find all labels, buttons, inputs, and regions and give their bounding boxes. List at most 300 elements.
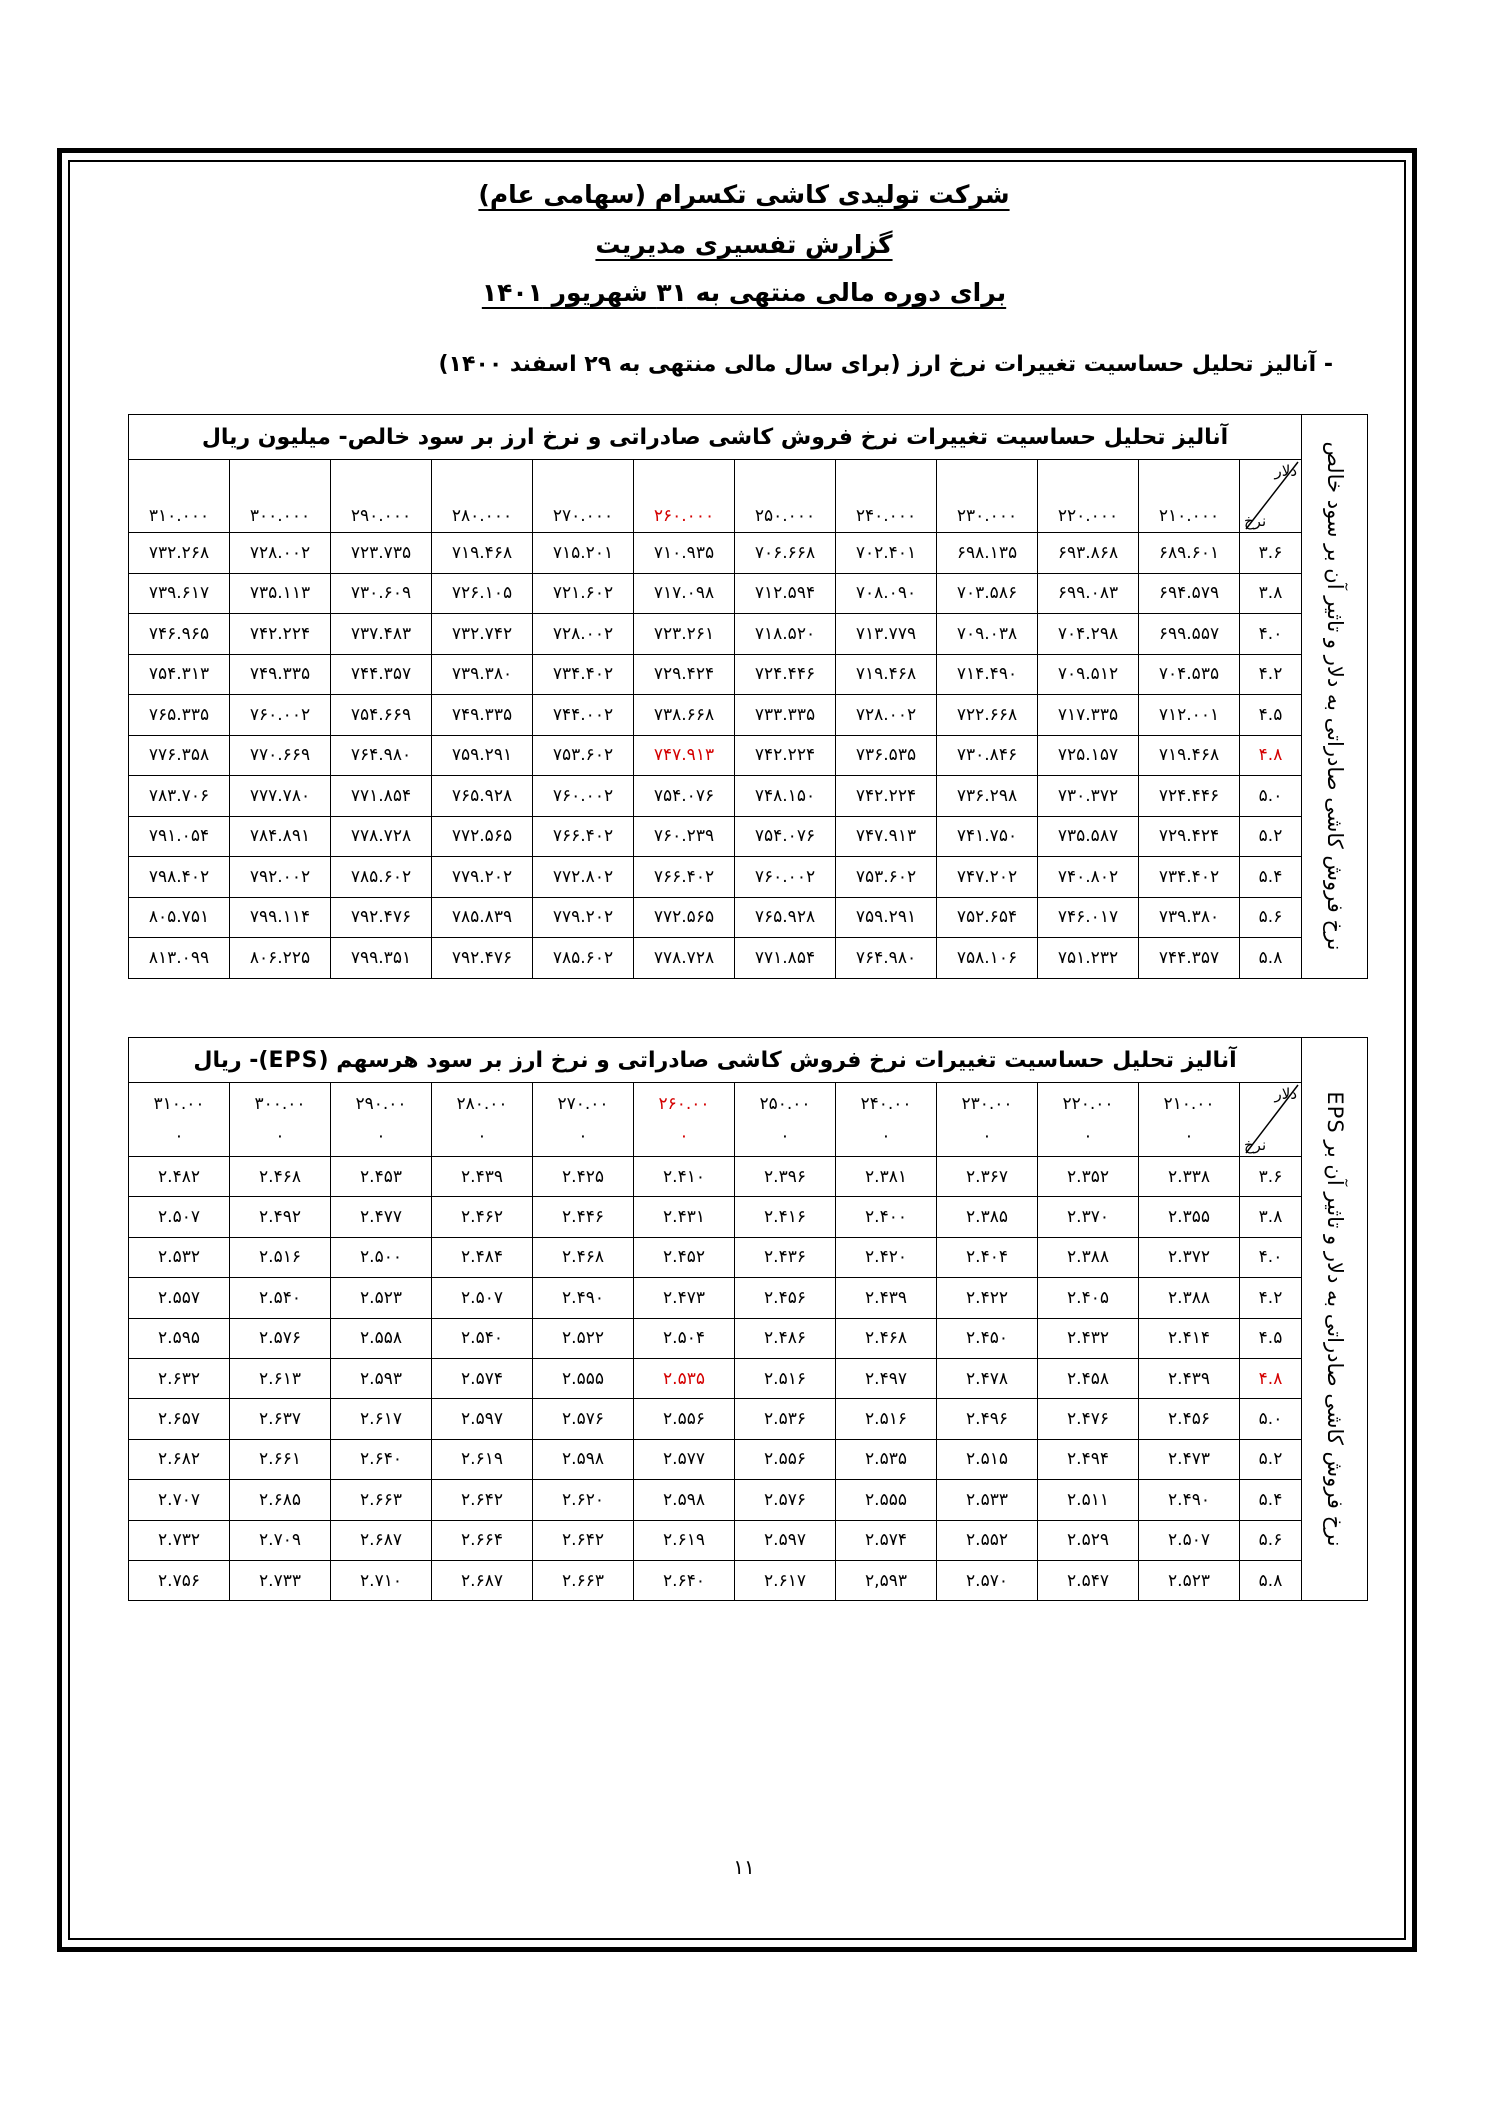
value-cell: ۷۵۳.۶۰۲	[836, 857, 937, 898]
value-cell: ۷۱۰.۹۳۵	[634, 533, 735, 574]
value-cell: ۷۳۹.۳۸۰	[1139, 897, 1240, 938]
column-header-tail: ۰	[578, 1125, 588, 1146]
value-cell: ۲.۵۱۶	[230, 1237, 331, 1277]
value-cell: ۷۱۹.۴۶۸	[836, 654, 937, 695]
value-cell: ۲.۶۱۷	[331, 1399, 432, 1439]
value-cell: ۲.۶۳۲	[129, 1358, 230, 1398]
value-cell: ۲.۵۵۸	[331, 1318, 432, 1358]
value-cell: ۲.۴۷۶	[1038, 1399, 1139, 1439]
value-cell: ۲.۶۶۱	[230, 1439, 331, 1479]
table-row	[129, 735, 1368, 776]
table-row	[129, 1197, 1368, 1237]
value-cell: ۷۴۷.۹۱۳	[836, 816, 937, 857]
value-cell: ۶۹۸.۱۳۵	[937, 533, 1038, 574]
value-cell: ۲.۴۵۶	[1139, 1399, 1240, 1439]
value-cell: ۲.۶۵۷	[129, 1399, 230, 1439]
side-label	[1302, 415, 1368, 979]
value-cell: ۲.۴۹۲	[230, 1197, 331, 1237]
column-header-value: ۲۳۰.۰۰	[961, 1093, 1013, 1114]
value-cell: ۷۳۷.۴۸۳	[331, 614, 432, 655]
page-number: ۱۱	[733, 1855, 755, 1879]
value-cell: ۲.۴۲۲	[937, 1278, 1038, 1318]
value-cell: ۲.۴۰۰	[836, 1197, 937, 1237]
value-cell: ۲.۶۱۹	[432, 1439, 533, 1479]
value-cell: ۲.۳۸۱	[836, 1157, 937, 1197]
value-cell: ۷۱۲.۰۰۱	[1139, 695, 1240, 736]
corner-label-bottom: نرخ	[1244, 1136, 1267, 1154]
value-cell: ۲.۷۳۲	[129, 1520, 230, 1560]
value-cell: ۷۴۴.۳۵۷	[331, 654, 432, 695]
column-header	[735, 1083, 836, 1157]
column-header: ۲۴۰.۰۰۰	[836, 460, 937, 533]
value-cell: ۷۲۹.۴۲۴	[1139, 816, 1240, 857]
value-cell: ۷۳۵.۱۱۳	[230, 573, 331, 614]
table-row	[129, 1237, 1368, 1277]
value-cell: ۷۳۶.۵۳۵	[836, 735, 937, 776]
corner-label-bottom: نرخ	[1244, 512, 1267, 530]
table-row	[129, 1480, 1368, 1520]
value-cell: ۲.۴۹۷	[836, 1358, 937, 1398]
value-cell: ۶۹۹.۵۵۷	[1139, 614, 1240, 655]
value-cell: ۲.۵۷۶	[533, 1399, 634, 1439]
value-cell: ۲.۳۵۲	[1038, 1157, 1139, 1197]
value-cell: ۲.۵۹۷	[735, 1520, 836, 1560]
value-cell: ۲.۵۷۰	[937, 1560, 1038, 1600]
column-header-value: ۲۹۰.۰۰	[355, 1093, 407, 1114]
value-cell: ۲.۵۰۷	[129, 1197, 230, 1237]
value-cell: ۷۰۴.۲۹۸	[1038, 614, 1139, 655]
value-cell: ۷۲۵.۱۵۷	[1038, 735, 1139, 776]
value-cell: ۷۷۹.۲۰۲	[432, 857, 533, 898]
value-cell: ۷۷۲.۵۶۵	[634, 897, 735, 938]
corner-cell	[1240, 460, 1302, 533]
value-cell: ۲.۴۹۴	[1038, 1439, 1139, 1479]
value-cell: ۷۲۳.۷۳۵	[331, 533, 432, 574]
table-row	[129, 573, 1368, 614]
value-cell: ۲.۵۱۶	[836, 1399, 937, 1439]
column-header-value: ۲۲۰.۰۰	[1062, 1093, 1114, 1114]
value-cell: ۲.۵۹۳	[331, 1358, 432, 1398]
value-cell: ۷۷۷.۷۸۰	[230, 776, 331, 817]
value-cell: ۷۲۶.۱۰۵	[432, 573, 533, 614]
value-cell: ۲.۶۶۳	[533, 1560, 634, 1600]
value-cell: ۸۱۳.۰۹۹	[129, 938, 230, 979]
value-cell: ۲.۵۰۰	[331, 1237, 432, 1277]
table-row	[129, 776, 1368, 817]
column-header-tail: ۰	[1083, 1125, 1093, 1146]
value-cell: ۲.۴۱۴	[1139, 1318, 1240, 1358]
value-cell: ۷۰۸.۰۹۰	[836, 573, 937, 614]
table-row	[129, 1157, 1368, 1197]
value-cell: ۲.۷۳۳	[230, 1560, 331, 1600]
table-row	[129, 816, 1368, 857]
column-header	[1139, 1083, 1240, 1157]
side-label-text: نرخ فروش کاشی صادراتی به دلار و تاثیر آن بر سود خالص	[1322, 441, 1347, 951]
value-cell: ۲.۴۹۶	[937, 1399, 1038, 1439]
column-header	[129, 1083, 230, 1157]
value-cell: ۷۲۹.۴۲۴	[634, 654, 735, 695]
corner-label-top: دلار	[1274, 462, 1297, 480]
value-cell: ۷۶۵.۳۳۵	[129, 695, 230, 736]
column-header: ۳۱۰.۰۰۰	[129, 460, 230, 533]
value-cell: ۲.۵۷۶	[735, 1480, 836, 1520]
value-cell: ۲.۵۱۵	[937, 1439, 1038, 1479]
value-cell: ۷۶۰.۰۰۲	[533, 776, 634, 817]
table-row	[129, 897, 1368, 938]
value-cell: ۲.۴۵۶	[735, 1278, 836, 1318]
value-cell: ۲.۴۸۶	[735, 1318, 836, 1358]
value-cell: ۷۶۴.۹۸۰	[836, 938, 937, 979]
value-cell: ۷۷۱.۸۵۴	[735, 938, 836, 979]
section-title: - آنالیز تحلیل حساسیت تغییرات نرخ ارز (برای سال مالی منتهی به ۲۹ اسفند ۱۴۰۰)	[438, 352, 1333, 377]
value-cell: ۲.۴۳۹	[836, 1278, 937, 1318]
value-cell: ۲.۳۹۶	[735, 1157, 836, 1197]
rate-cell: ۵.۲	[1240, 816, 1302, 857]
table-row	[129, 1520, 1368, 1560]
column-header	[836, 1083, 937, 1157]
value-cell: ۷۱۳.۷۷۹	[836, 614, 937, 655]
side-label	[1302, 1038, 1368, 1601]
table-row	[129, 1358, 1368, 1398]
column-header: ۲۸۰.۰۰۰	[432, 460, 533, 533]
value-cell: ۲.۴۳۱	[634, 1197, 735, 1237]
value-cell: ۲.۵۴۰	[432, 1318, 533, 1358]
table-row	[129, 1278, 1368, 1318]
value-cell: ۲.۶۴۲	[432, 1480, 533, 1520]
value-cell: ۲.۴۵۰	[937, 1318, 1038, 1358]
value-cell: ۷۱۸.۵۲۰	[735, 614, 836, 655]
value-cell: ۷۹۸.۴۰۲	[129, 857, 230, 898]
value-cell: ۷۵۲.۶۵۴	[937, 897, 1038, 938]
value-cell: ۲.۴۶۸	[230, 1157, 331, 1197]
value-cell: ۷۰۶.۶۶۸	[735, 533, 836, 574]
value-cell: ۷۳۶.۲۹۸	[937, 776, 1038, 817]
corner-cell	[1240, 1083, 1302, 1157]
value-cell: ۲.۷۰۷	[129, 1480, 230, 1520]
value-cell: ۲.۵۵۵	[533, 1358, 634, 1398]
value-cell: ۲.۴۶۲	[432, 1197, 533, 1237]
table-row	[129, 1560, 1368, 1600]
value-cell: ۷۴۶.۰۱۷	[1038, 897, 1139, 938]
value-cell: ۲.۶۸۷	[432, 1560, 533, 1600]
table-row	[129, 1439, 1368, 1479]
value-cell: ۷۳۰.۶۰۹	[331, 573, 432, 614]
value-cell: ۲.۵۲۳	[1139, 1560, 1240, 1600]
value-cell: ۷۴۱.۷۵۰	[937, 816, 1038, 857]
value-cell: ۲.۵۷۶	[230, 1318, 331, 1358]
value-cell: ۷۳۴.۴۰۲	[1139, 857, 1240, 898]
value-cell: ۷۱۹.۴۶۸	[432, 533, 533, 574]
value-cell: ۷۹۹.۳۵۱	[331, 938, 432, 979]
value-cell: ۷۸۳.۷۰۶	[129, 776, 230, 817]
report-title: گزارش تفسیری مدیریت	[595, 230, 893, 259]
value-cell: ۷۵۹.۲۹۱	[432, 735, 533, 776]
column-header	[937, 1083, 1038, 1157]
column-header	[432, 1083, 533, 1157]
value-cell: ۲.۶۴۰	[331, 1439, 432, 1479]
column-header: ۲۲۰.۰۰۰	[1038, 460, 1139, 533]
value-cell: ۷۴۹.۳۳۵	[230, 654, 331, 695]
column-header-value: ۲۶۰.۰۰	[658, 1093, 710, 1114]
side-label-text: نرخ فروش کاشی صادراتی به دلار و تاثیر آن بر EPS	[1322, 1091, 1347, 1547]
value-cell: ۲.۴۳۶	[735, 1237, 836, 1277]
value-cell: ۲.۴۴۶	[533, 1197, 634, 1237]
rate-cell: ۴.۸	[1240, 1358, 1302, 1398]
value-cell: ۷۵۳.۶۰۲	[533, 735, 634, 776]
value-cell: ۲.۴۵۸	[1038, 1358, 1139, 1398]
table-row	[129, 614, 1368, 655]
value-cell: ۷۴۷.۹۱۳	[634, 735, 735, 776]
column-header-value: ۲۱۰.۰۰	[1163, 1093, 1215, 1114]
value-cell: ۲.۴۷۳	[1139, 1439, 1240, 1479]
column-header: ۲۶۰.۰۰۰	[634, 460, 735, 533]
column-header	[634, 1083, 735, 1157]
value-cell: ۷۳۲.۷۴۲	[432, 614, 533, 655]
value-cell: ۲.۵۹۷	[432, 1399, 533, 1439]
value-cell: ۲.۳۸۸	[1038, 1237, 1139, 1277]
value-cell: ۲.۶۲۰	[533, 1480, 634, 1520]
value-cell: ۷۶۰.۰۰۲	[230, 695, 331, 736]
column-header-tail: ۰	[679, 1125, 689, 1146]
value-cell: ۷۳۲.۲۶۸	[129, 533, 230, 574]
column-header	[331, 1083, 432, 1157]
value-cell: ۷۶۴.۹۸۰	[331, 735, 432, 776]
value-cell: ۷۹۱.۰۵۴	[129, 816, 230, 857]
value-cell: ۷۶۵.۹۲۸	[432, 776, 533, 817]
value-cell: ۷۷۲.۸۰۲	[533, 857, 634, 898]
value-cell: ۲.۵۵۲	[937, 1520, 1038, 1560]
value-cell: ۲.۴۹۰	[1139, 1480, 1240, 1520]
value-cell: ۲.۳۶۷	[937, 1157, 1038, 1197]
value-cell: ۶۹۴.۵۷۹	[1139, 573, 1240, 614]
value-cell: ۲.۳۸۵	[937, 1197, 1038, 1237]
value-cell: ۲.۶۴۲	[533, 1520, 634, 1560]
column-header-tail: ۰	[1184, 1125, 1194, 1146]
value-cell: ۲.۴۹۰	[533, 1278, 634, 1318]
value-cell: ۲.۴۱۰	[634, 1157, 735, 1197]
value-cell: ۷۶۰.۲۳۹	[634, 816, 735, 857]
table-row	[129, 1399, 1368, 1439]
value-cell: ۲.۵۷۴	[836, 1520, 937, 1560]
value-cell: ۸۰۵.۷۵۱	[129, 897, 230, 938]
column-header-tail: ۰	[376, 1125, 386, 1146]
value-cell: ۷۸۴.۸۹۱	[230, 816, 331, 857]
value-cell: ۲.۴۳۲	[1038, 1318, 1139, 1358]
value-cell: ۶۹۳.۸۶۸	[1038, 533, 1139, 574]
value-cell: ۷۹۹.۱۱۴	[230, 897, 331, 938]
period-title: برای دوره مالی منتهی به ۳۱ شهریور ۱۴۰۱	[481, 278, 1007, 307]
value-cell: ۲.۴۵۳	[331, 1157, 432, 1197]
value-cell: ۸۰۶.۲۲۵	[230, 938, 331, 979]
column-header-tail: ۰	[780, 1125, 790, 1146]
value-cell: ۷۱۹.۴۶۸	[1139, 735, 1240, 776]
table-row	[129, 857, 1368, 898]
value-cell: ۷۱۷.۰۹۸	[634, 573, 735, 614]
value-cell: ۲.۵۳۳	[937, 1480, 1038, 1520]
net-profit-sensitivity-table	[128, 414, 1368, 979]
value-cell: ۲.۶۸۲	[129, 1439, 230, 1479]
value-cell: ۷۷۲.۵۶۵	[432, 816, 533, 857]
value-cell: ۷۸۵.۸۳۹	[432, 897, 533, 938]
value-cell: ۲.۴۶۸	[533, 1237, 634, 1277]
value-cell: ۷۰۲.۴۰۱	[836, 533, 937, 574]
value-cell: ۷۲۸.۰۰۲	[230, 533, 331, 574]
rate-cell: ۵.۰	[1240, 1399, 1302, 1439]
rate-cell: ۳.۶	[1240, 533, 1302, 574]
column-header-tail: ۰	[982, 1125, 992, 1146]
value-cell: ۲.۴۳۹	[432, 1157, 533, 1197]
value-cell: ۲.۴۸۴	[432, 1237, 533, 1277]
value-cell: ۷۲۲.۶۶۸	[937, 695, 1038, 736]
value-cell: ۲.۶۶۴	[432, 1520, 533, 1560]
value-cell: ۷۰۳.۵۸۶	[937, 573, 1038, 614]
value-cell: ۲.۵۰۷	[432, 1278, 533, 1318]
value-cell: ۷۴۴.۳۵۷	[1139, 938, 1240, 979]
eps-sensitivity-table	[128, 1037, 1368, 1601]
value-cell: ۷۷۶.۳۵۸	[129, 735, 230, 776]
value-cell: ۷۵۴.۶۶۹	[331, 695, 432, 736]
value-cell: ۷۱۲.۵۹۴	[735, 573, 836, 614]
column-header-tail: ۰	[881, 1125, 891, 1146]
value-cell: ۷۲۸.۰۰۲	[836, 695, 937, 736]
column-header-row	[129, 460, 1368, 533]
value-cell: ۷۹۲.۴۷۶	[432, 938, 533, 979]
value-cell: ۲.۳۳۸	[1139, 1157, 1240, 1197]
table-row	[129, 695, 1368, 736]
column-header: ۲۱۰.۰۰۰	[1139, 460, 1240, 533]
value-cell: ۲.۳۸۸	[1139, 1278, 1240, 1318]
value-cell: ۷۳۰.۳۷۲	[1038, 776, 1139, 817]
value-cell: ۲.۴۷۳	[634, 1278, 735, 1318]
rate-cell: ۳.۶	[1240, 1157, 1302, 1197]
rate-cell: ۵.۴	[1240, 857, 1302, 898]
column-header	[230, 1083, 331, 1157]
value-cell: ۷۳۳.۳۳۵	[735, 695, 836, 736]
value-cell: ۲.۵۵۵	[836, 1480, 937, 1520]
value-cell: ۲.۶۶۳	[331, 1480, 432, 1520]
rate-cell: ۴.۲	[1240, 654, 1302, 695]
value-cell: ۷۶۶.۴۰۲	[533, 816, 634, 857]
value-cell: ۲.۴۳۹	[1139, 1358, 1240, 1398]
value-cell: ۲.۶۸۵	[230, 1480, 331, 1520]
value-cell: ۲.۵۰۴	[634, 1318, 735, 1358]
rate-cell: ۵.۲	[1240, 1439, 1302, 1479]
rate-cell: ۴.۲	[1240, 1278, 1302, 1318]
table-title: آنالیز تحلیل حساسیت تغییرات نرخ فروش کاشی صادراتی و نرخ ارز بر سود خالص- میلیون ریال	[129, 415, 1302, 460]
rate-cell: ۴.۸	[1240, 735, 1302, 776]
rate-cell: ۳.۸	[1240, 573, 1302, 614]
value-cell: ۲.۵۴۷	[1038, 1560, 1139, 1600]
value-cell: ۲.۶۱۷	[735, 1560, 836, 1600]
value-cell: ۷۵۴.۰۷۶	[735, 816, 836, 857]
value-cell: ۷۴۰.۸۰۲	[1038, 857, 1139, 898]
value-cell: ۷۷۰.۶۶۹	[230, 735, 331, 776]
value-cell: ۲.۷۵۶	[129, 1560, 230, 1600]
value-cell: ۲.۵۲۳	[331, 1278, 432, 1318]
table-row	[129, 654, 1368, 695]
value-cell: ۲.۶۳۷	[230, 1399, 331, 1439]
value-cell: ۶۸۹.۶۰۱	[1139, 533, 1240, 574]
value-cell: ۷۰۴.۵۳۵	[1139, 654, 1240, 695]
value-cell: ۲.۴۱۶	[735, 1197, 836, 1237]
value-cell: ۷۸۵.۶۰۲	[331, 857, 432, 898]
value-cell: ۲.۵۳۶	[735, 1399, 836, 1439]
value-cell: ۲.۵۳۵	[634, 1358, 735, 1398]
value-cell: ۲.۵۷۴	[432, 1358, 533, 1398]
value-cell: ۷۸۵.۶۰۲	[533, 938, 634, 979]
value-cell: ۷۳۵.۵۸۷	[1038, 816, 1139, 857]
rate-cell: ۳.۸	[1240, 1197, 1302, 1237]
value-cell: ۷۲۳.۲۶۱	[634, 614, 735, 655]
value-cell: ۷۳۹.۶۱۷	[129, 573, 230, 614]
column-header: ۲۹۰.۰۰۰	[331, 460, 432, 533]
value-cell: ۷۷۸.۷۲۸	[634, 938, 735, 979]
value-cell: ۷۶۰.۰۰۲	[735, 857, 836, 898]
value-cell: ۲.۵۱۱	[1038, 1480, 1139, 1520]
corner-label-top: دلار	[1274, 1085, 1297, 1103]
column-header	[533, 1083, 634, 1157]
value-cell: ۷۲۴.۴۴۶	[735, 654, 836, 695]
value-cell: ۷۲۸.۰۰۲	[533, 614, 634, 655]
value-cell: ۲.۴۰۵	[1038, 1278, 1139, 1318]
value-cell: ۷۱۵.۲۰۱	[533, 533, 634, 574]
value-cell: ۷۷۱.۸۵۴	[331, 776, 432, 817]
value-cell: ۲.۵۹۸	[634, 1480, 735, 1520]
column-header-value: ۲۵۰.۰۰	[759, 1093, 811, 1114]
company-title: شرکت تولیدی کاشی تکسرام (سهامی عام)	[478, 180, 1010, 209]
value-cell: ۲.۴۵۲	[634, 1237, 735, 1277]
value-cell: ۲.۷۰۹	[230, 1520, 331, 1560]
column-header-value: ۲۸۰.۰۰	[456, 1093, 508, 1114]
column-header: ۳۰۰.۰۰۰	[230, 460, 331, 533]
value-cell: ۲.۳۷۰	[1038, 1197, 1139, 1237]
value-cell: ۷۳۴.۴۰۲	[533, 654, 634, 695]
value-cell: ۲.۳۵۵	[1139, 1197, 1240, 1237]
value-cell: ۲.۴۶۸	[836, 1318, 937, 1358]
value-cell: ۲.۵۹۸	[533, 1439, 634, 1479]
value-cell: ۷۵۱.۲۳۲	[1038, 938, 1139, 979]
value-cell: ۲.۵۵۶	[735, 1439, 836, 1479]
column-header-value: ۲۴۰.۰۰	[860, 1093, 912, 1114]
rate-cell: ۵.۸	[1240, 938, 1302, 979]
value-cell: ۲.۵۱۶	[735, 1358, 836, 1398]
value-cell: ۲.۵۰۷	[1139, 1520, 1240, 1560]
value-cell: ۷۳۰.۸۴۶	[937, 735, 1038, 776]
value-cell: ۷۵۴.۰۷۶	[634, 776, 735, 817]
value-cell: ۷۱۴.۴۹۰	[937, 654, 1038, 695]
column-header-tail: ۰	[477, 1125, 487, 1146]
value-cell: ۲.۵۷۷	[634, 1439, 735, 1479]
value-cell: ۷۳۸.۶۶۸	[634, 695, 735, 736]
value-cell: ۲.۵۵۶	[634, 1399, 735, 1439]
rate-cell: ۴.۰	[1240, 1237, 1302, 1277]
table-title-row	[129, 1038, 1368, 1083]
value-cell: ۲.۵۹۵	[129, 1318, 230, 1358]
column-header	[1038, 1083, 1139, 1157]
value-cell: ۷۲۴.۴۴۶	[1139, 776, 1240, 817]
value-cell: ۲.۴۲۰	[836, 1237, 937, 1277]
column-header-row	[129, 1083, 1368, 1157]
column-header-tail: ۰	[275, 1125, 285, 1146]
value-cell: ۷۴۸.۱۵۰	[735, 776, 836, 817]
column-header-value: ۲۷۰.۰۰	[557, 1093, 609, 1114]
rate-cell: ۵.۴	[1240, 1480, 1302, 1520]
value-cell: ۷۵۸.۱۰۶	[937, 938, 1038, 979]
value-cell: ۷۴۷.۲۰۲	[937, 857, 1038, 898]
value-cell: ۲.۴۰۴	[937, 1237, 1038, 1277]
value-cell: ۷۴۴.۰۰۲	[533, 695, 634, 736]
value-cell: ۲.۵۲۹	[1038, 1520, 1139, 1560]
